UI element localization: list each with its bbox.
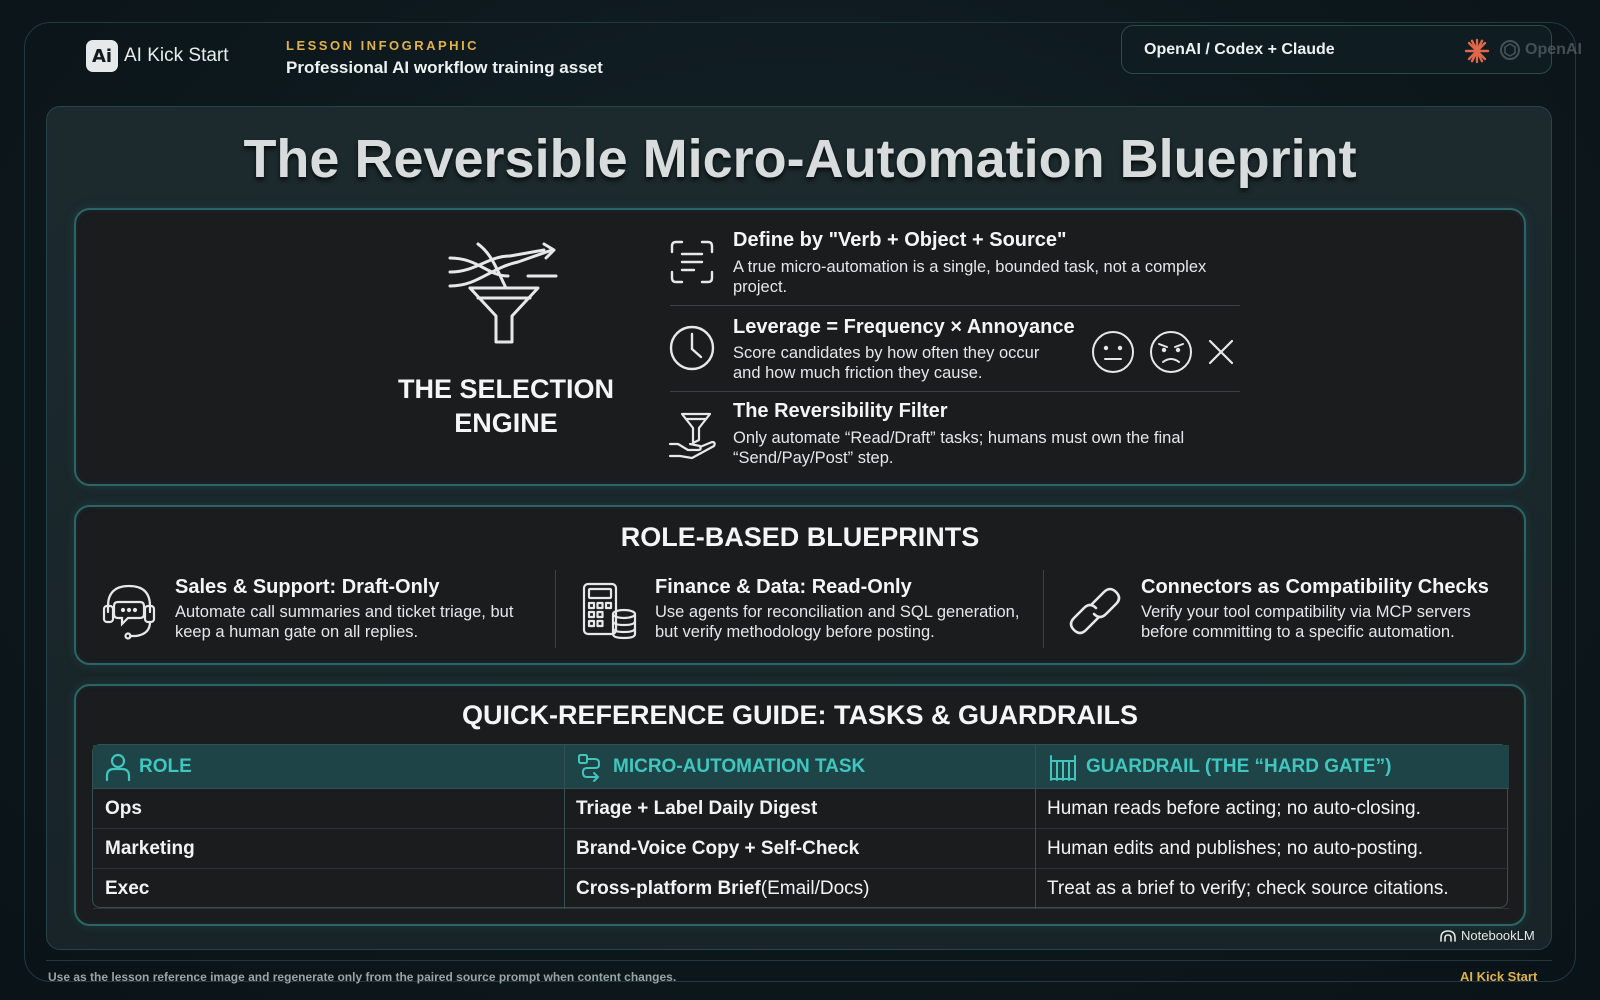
role-blueprints-title: ROLE-BASED BLUEPRINTS — [620, 522, 980, 552]
role-body-finance: Use agents for reconciliation and SQL generation, but verify methodology before posting. — [655, 603, 1020, 641]
page-title: The Reversible Micro-Automation Blueprint — [243, 129, 1357, 189]
funnel-hand-icon — [668, 410, 718, 462]
guardrails-table — [92, 744, 1508, 908]
calculator-database-icon — [580, 580, 638, 642]
footer-brand: AI Kick Start — [1460, 969, 1538, 984]
criterion-separator — [670, 391, 1240, 392]
role-body-sales: Automate call summaries and ticket triage, but keep a human gate on all replies. — [175, 603, 514, 641]
table-row — [93, 869, 1509, 909]
platform-pill-text: OpenAI / Codex + Claude — [1144, 40, 1335, 58]
column-header-role-label: ROLE — [139, 756, 192, 777]
cell-task-text: Triage + Label Daily Digest — [576, 798, 818, 819]
clock-icon — [668, 324, 716, 372]
role-title-finance: Finance & Data: Read-Only — [655, 576, 912, 598]
selection-engine-title-line1: THE SELECTION — [397, 374, 614, 404]
platform-pill — [1121, 25, 1582, 74]
criterion-title-1: Define by "Verb + Object + Source" — [733, 229, 1067, 251]
headset-icon — [100, 580, 158, 642]
logo-mark-icon: Ai — [86, 40, 118, 72]
column-divider — [564, 745, 565, 909]
selection-engine-title-line2: ENGINE — [454, 408, 558, 438]
column-header-guardrail — [1048, 745, 1391, 789]
cell-role: Exec — [105, 878, 150, 899]
role-divider — [1043, 570, 1044, 648]
cell-task-text: Cross-platform Brief — [576, 878, 761, 899]
role-title-sales: Sales & Support: Draft-Only — [175, 576, 440, 598]
openai-knot-icon — [1498, 38, 1522, 62]
link-icon — [1066, 580, 1124, 642]
criterion-body-1: A true micro-automation is a single, bounded task, not a complex project. — [733, 258, 1207, 296]
selection-engine-title — [390, 372, 622, 440]
cell-guardrail: Human reads before acting; no auto-closing. — [1047, 798, 1421, 819]
cell-task — [576, 869, 869, 909]
column-header-guardrail-label: GUARDRAIL (THE “HARD GATE”) — [1086, 756, 1392, 777]
criterion-separator — [670, 305, 1240, 306]
role-divider — [555, 570, 556, 648]
column-divider — [1035, 745, 1036, 909]
role-title-connectors: Connectors as Compatibility Checks — [1141, 576, 1489, 598]
notebooklm-icon — [1440, 930, 1456, 942]
notebooklm-text: NotebookLM — [1461, 928, 1535, 943]
table-header — [93, 745, 1509, 789]
column-header-role — [105, 745, 192, 789]
angry-face-icon — [1148, 329, 1194, 375]
quick-reference-title: QUICK-REFERENCE GUIDE: TASKS & GUARDRAILS — [461, 700, 1138, 730]
criterion-body-2: Score candidates by how often they occur and how much friction they cause. — [733, 344, 1040, 382]
document-scan-icon — [668, 238, 716, 286]
cell-role: Ops — [105, 798, 142, 819]
person-icon — [105, 753, 131, 781]
annoyance-faces — [1090, 329, 1236, 375]
table-row — [93, 829, 1509, 869]
table-row — [93, 789, 1509, 829]
close-x-icon — [1206, 337, 1236, 367]
neutral-face-icon — [1090, 329, 1136, 375]
lesson-kicker: LESSON INFOGRAPHIC — [286, 38, 480, 53]
cell-task — [576, 829, 859, 869]
column-header-task — [577, 745, 865, 789]
footer-note: Use as the lesson reference image and regenerate only from the paired source prompt when content changes. — [48, 970, 677, 984]
gate-icon — [1048, 753, 1078, 781]
notebooklm-badge — [1440, 928, 1535, 943]
workflow-icon — [577, 753, 605, 781]
cell-task-extra: (Email/Docs) — [760, 878, 870, 899]
column-header-task-label: MICRO-AUTOMATION TASK — [613, 756, 866, 777]
cell-guardrail: Human edits and publishes; no auto-posting. — [1047, 838, 1424, 859]
cell-task — [576, 789, 817, 829]
logo-text: AI Kick Start — [124, 45, 229, 66]
claude-burst-icon — [1464, 38, 1490, 64]
cell-role: Marketing — [105, 838, 195, 859]
criterion-body-3: Only automate “Read/Draft” tasks; humans must own the final “Send/Pay/Post” step. — [733, 429, 1185, 467]
openai-faded-text: OpenAI — [1525, 41, 1582, 58]
cell-task-text: Brand-Voice Copy + Self-Check — [576, 838, 860, 859]
criterion-title-3: The Reversibility Filter — [733, 400, 948, 422]
criterion-title-2: Leverage = Frequency × Annoyance — [733, 316, 1075, 338]
cell-guardrail: Treat as a brief to verify; check source citations. — [1047, 878, 1449, 899]
funnel-arrows-icon — [448, 242, 560, 352]
openai-faded-logo — [1498, 38, 1582, 62]
lesson-subtitle: Professional AI workflow training asset — [286, 58, 603, 77]
footer-divider — [46, 960, 1552, 961]
brand-logo[interactable] — [86, 40, 229, 72]
role-body-connectors: Verify your tool compatibility via MCP servers before committing to a specific automation. — [1141, 603, 1471, 641]
